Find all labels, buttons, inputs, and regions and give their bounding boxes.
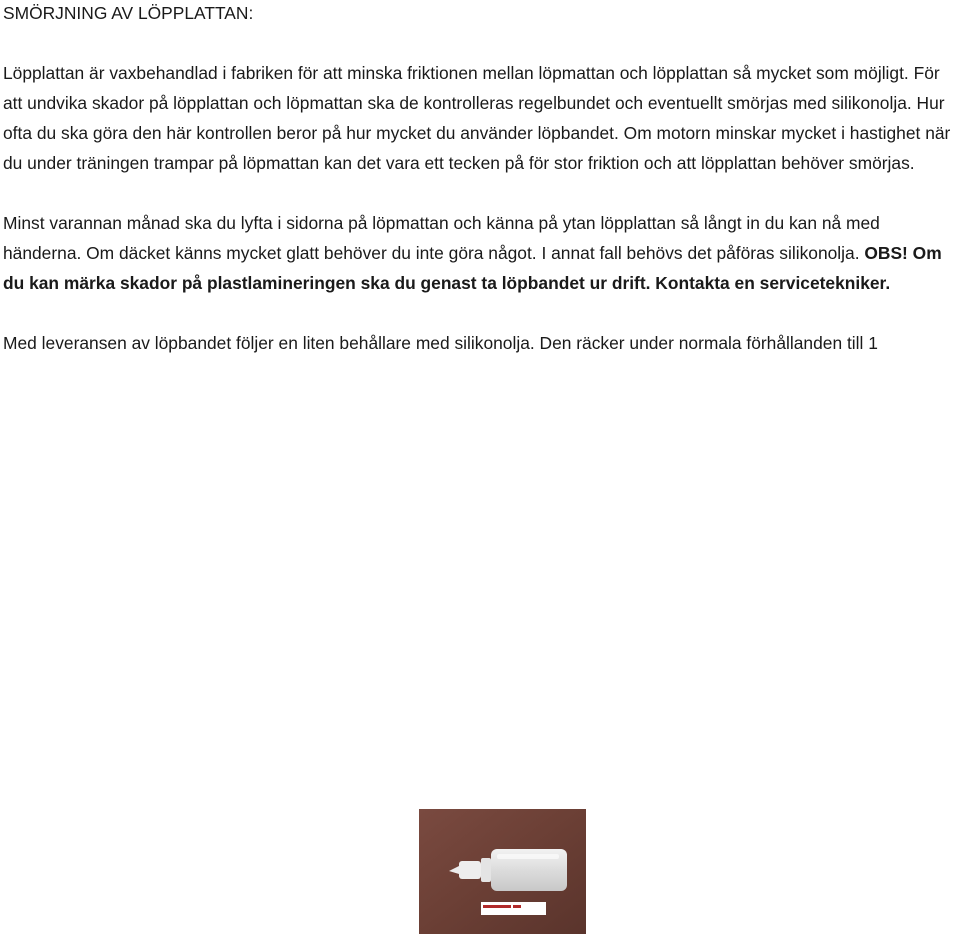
inspection-text: Minst varannan månad ska du lyfta i sidorna på löpmattan och känna på ytan löpplattan så långt in du kan nå med händerna. Om däcket känns mycket glatt behöver du inte göra något. I annat fall behövs det påföras silikonolja. — [3, 213, 880, 263]
document-page — [3, 0, 960, 388]
paragraph-delivery: Med leveransen av löpbandet följer en liten behållare med silikonolja. Den räcker under normala förhållanden till 1 — [3, 333, 878, 353]
paragraph-lubrication-intro: Löpplattan är vaxbehandlad i fabriken för att minska friktionen mellan löpmattan och löpplattan så mycket som möjligt. För att undvika skador på löpplattan och löpmattan ska de kontrolleras regelbundet och eventuellt smörjas med silikonolja. Hur ofta du ska göra den här kontrollen beror på hur mycket du använder löpbandet. Om motorn minskar mycket i hastighet när du under träningen trampar på löpmattan kan det vara ett tecken på för stor friktion och att löpplattan behöver smörjas. — [3, 63, 951, 173]
paragraph-inspection — [3, 208, 960, 298]
warning-text: OBS! Om du kan märka skador på plastlamineringen ska du genast ta löpbandet ur drift. Kontakta en servicetekniker. — [3, 243, 942, 293]
section-heading: SMÖRJNING AV LÖPPLATTAN: — [3, 3, 254, 23]
silicone-oil-bottle-photo — [419, 809, 586, 934]
